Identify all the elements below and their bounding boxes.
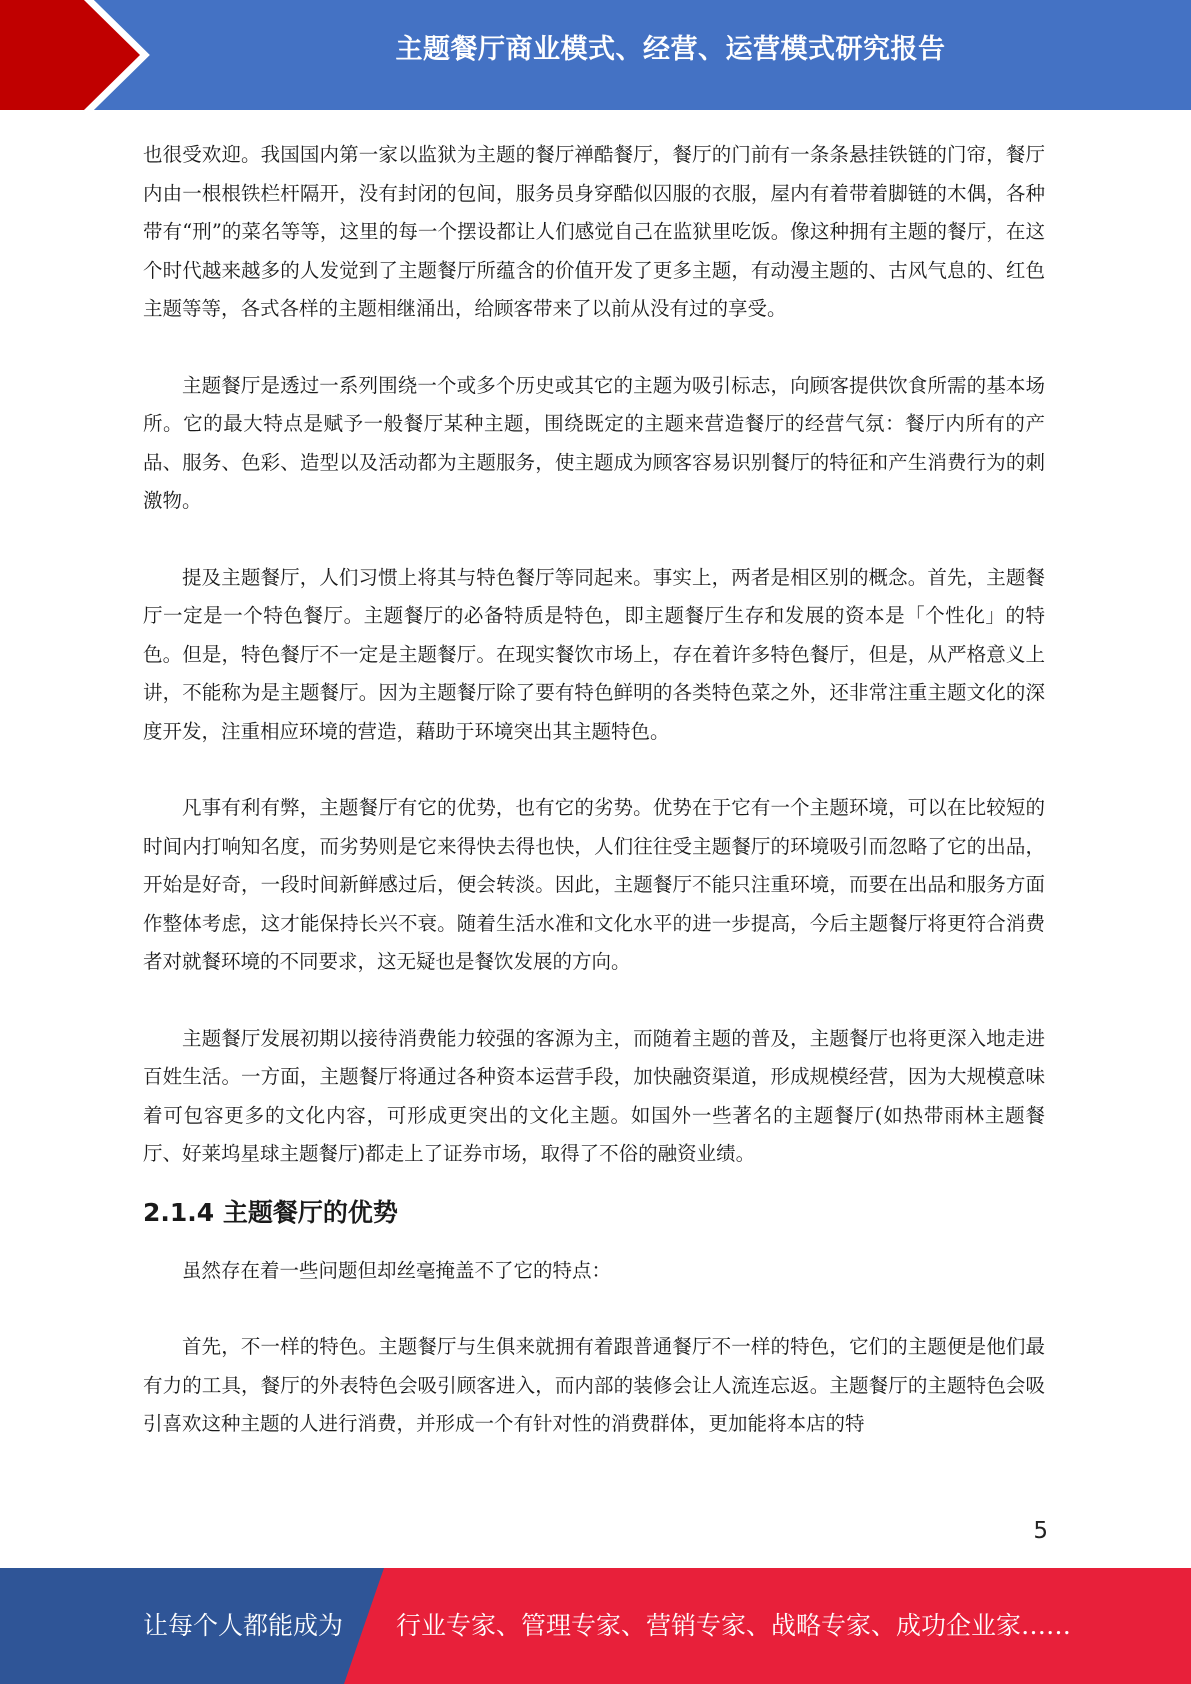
paragraph-gap — [143, 982, 1045, 1020]
header-red-arrow-decoration — [0, 0, 150, 110]
paragraph-gap — [143, 751, 1045, 789]
footer-slogan-left: 让每个人都能成为 — [143, 1611, 344, 1640]
paragraph-gap — [143, 521, 1045, 559]
footer-slogan-right: 行业专家、管理专家、营销专家、战略专家、成功企业家…… — [396, 1611, 1072, 1640]
paragraph-gap — [143, 329, 1045, 367]
page-footer — [0, 1568, 1191, 1684]
paragraph-gap — [143, 1290, 1045, 1328]
body-paragraph: 主题餐厅是透过一系列围绕一个或多个历史或其它的主题为吸引标志，向顾客提供饮食所需的基本场所。它的最大特点是赋予一般餐厅某种主题，围绕既定的主题来营造餐厅的经营气氛：餐厅内所有的产品、服务、色彩、造型以及活动都为主题服务，使主题成为顾客容易识别餐厅的特征和产生消费行为的刺激物。 — [143, 373, 1045, 512]
body-paragraph: 也很受欢迎。我国国内第一家以监狱为主题的餐厅禅酷餐厅，餐厅的门前有一条条悬挂铁链的门帘，餐厅内由一根根铁栏杆隔开，没有封闭的包间，服务员身穿酷似囚服的衣服，屋内有着带着脚链的木偶，各种带有“刑”的菜名等等，这里的每一个摆设都让人们感觉自己在监狱里吃饭。像这种拥有主题的餐厅，在这个时代越来越多的人发觉到了主题餐厅所蕴含的价值开发了更多主题，有动漫主题的、古风气息的、红色主题等等，各式各样的主题相继涌出，给顾客带来了以前从没有过的享受。 — [143, 143, 1045, 320]
body-paragraph: 凡事有利有弊，主题餐厅有它的优势，也有它的劣势。优势在于它有一个主题环境，可以在比较短的时间内打响知名度，而劣势则是它来得快去得也快，人们往往受主题餐厅的环境吸引而忽略了它的出品，开始是好奇，一段时间新鲜感过后，便会转淡。因此，主题餐厅不能只注重环境，而要在出品和服务方面作整体考虑，这才能保持长兴不衰。随着生活水准和文化水平的进一步提高，今后主题餐厅将更符合消费者对就餐环境的不同要求，这无疑也是餐饮发展的方向。 — [143, 796, 1045, 973]
page-number: 5 — [1033, 1518, 1048, 1544]
page-header — [0, 0, 1191, 110]
body-paragraph: 提及主题餐厅，人们习惯上将其与特色餐厅等同起来。事实上，两者是相区别的概念。首先，主题餐厅一定是一个特色餐厅。主题餐厅的必备特质是特色，即主题餐厅生存和发展的资本是「个性化」的特色。但是，特色餐厅不一定是主题餐厅。在现实餐饮市场上，存在着许多特色餐厅，但是，从严格意义上讲，不能称为是主题餐厅。因为主题餐厅除了要有特色鲜明的各类特色菜之外，还非常注重主题文化的深度开发，注重相应环境的营造，藉助于环境突出其主题特色。 — [143, 565, 1045, 743]
section-heading: 2.1.4 主题餐厅的优势 — [143, 1197, 398, 1227]
document-title: 主题餐厅商业模式、经营、运营模式研究报告 — [395, 34, 946, 65]
body-paragraph: 首先，不一样的特色。主题餐厅与生俱来就拥有着跟普通餐厅不一样的特色，它们的主题便是他们最有力的工具，餐厅的外表特色会吸引顾客进入，而内部的装修会让人流连忘返。主题餐厅的主题特色会吸引喜欢这种主题的人进行消费，并形成一个有针对性的消费群体，更加能将本店的特 — [143, 1335, 1045, 1435]
body-paragraph: 主题餐厅发展初期以接待消费能力较强的客源为主，而随着主题的普及，主题餐厅也将更深入地走进百姓生活。一方面，主题餐厅将通过各种资本运营手段，加快融资渠道，形成规模经营，因为大规模意味着可包容更多的文化内容，可形成更突出的文化主题。如国外一些著名的主题餐厅(如热带雨林主题餐厅、好莱坞星球主题餐厅)都走上了证券市场，取得了不俗的融资业绩。 — [143, 1026, 1045, 1165]
document-body — [143, 136, 1045, 1444]
body-paragraph: 虽然存在着一些问题但却丝毫掩盖不了它的特点： — [182, 1258, 612, 1282]
